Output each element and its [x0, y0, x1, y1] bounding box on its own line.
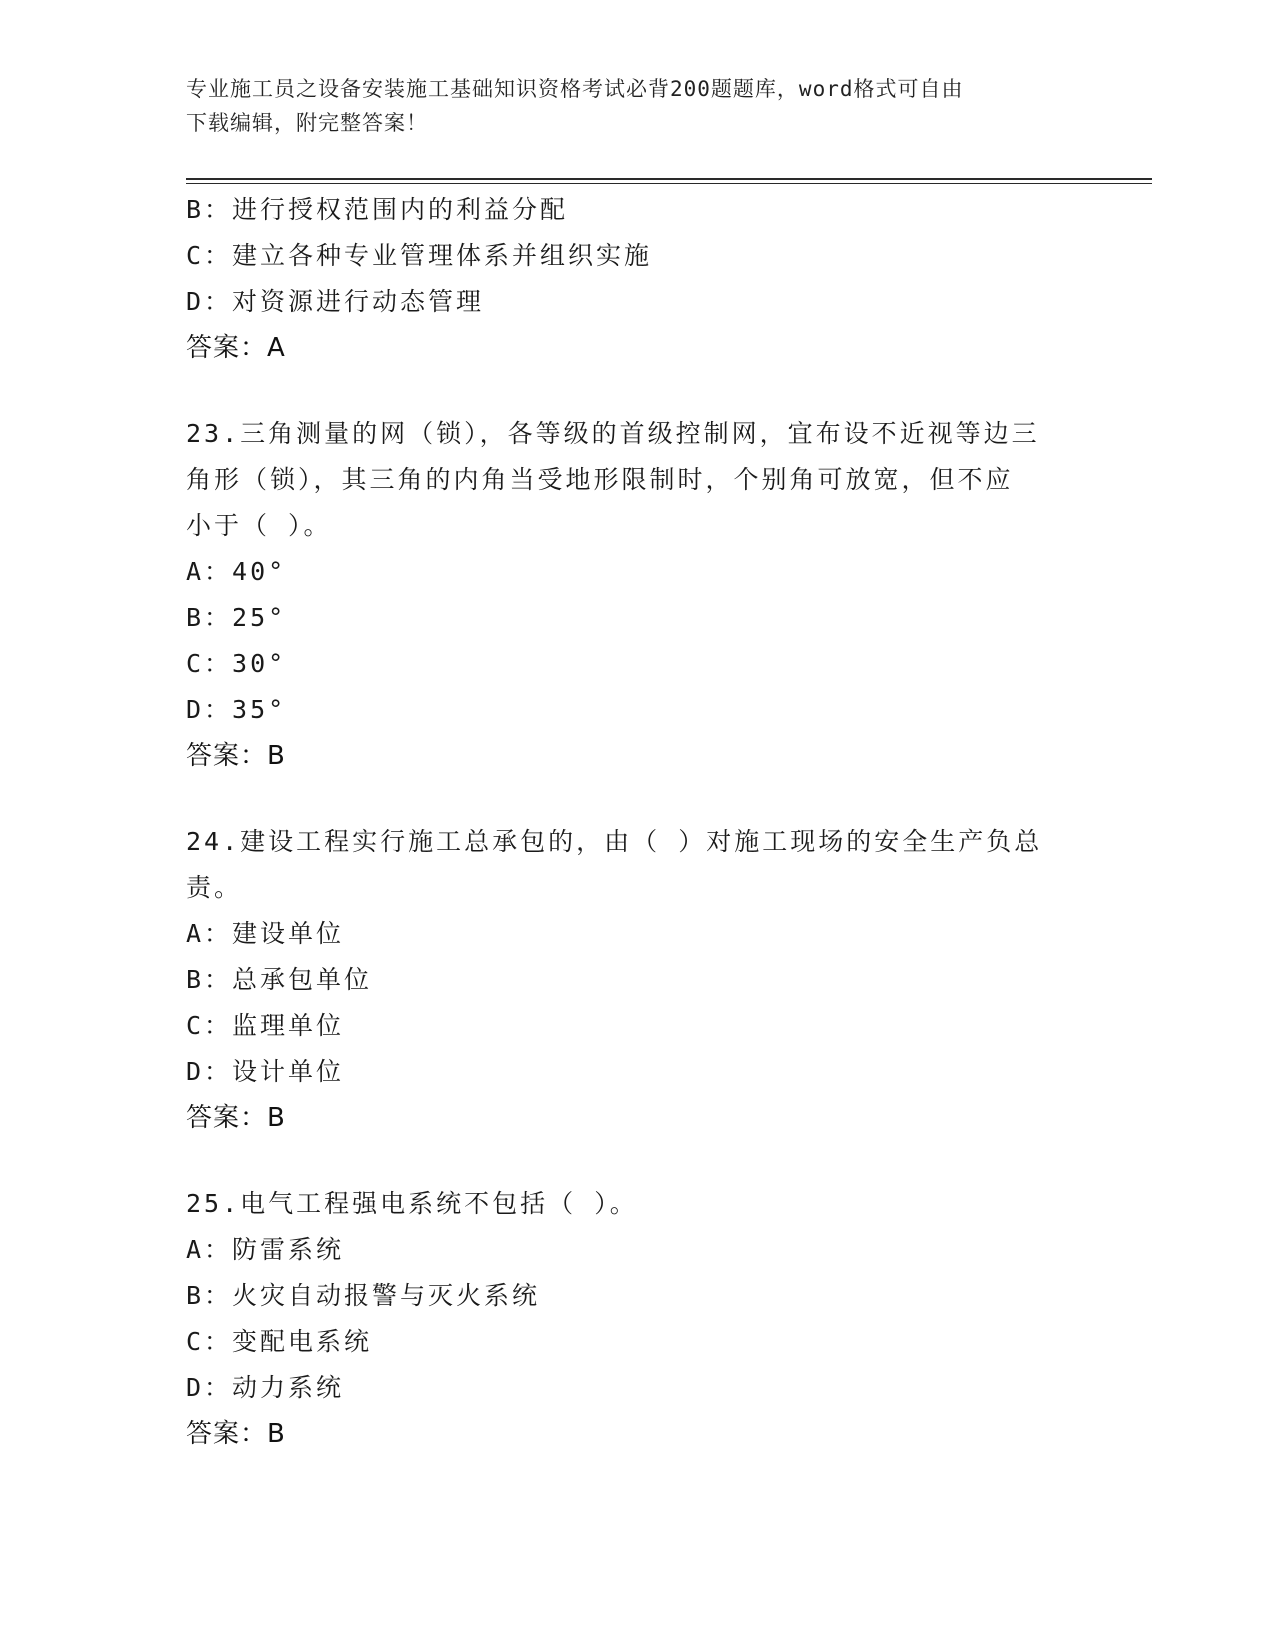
option-a: A：建设单位 — [186, 919, 345, 948]
option-c: C：监理单位 — [186, 1011, 345, 1040]
option-c: C：建立各种专业管理体系并组织实施 — [186, 241, 653, 270]
question-stem-line: 23.三角测量的网（锁），各等级的首级控制网，宜布设不近视等边三 — [186, 419, 1040, 448]
question-22-continued — [186, 187, 1086, 371]
answer: 答案：B — [186, 741, 286, 771]
option-a: A：防雷系统 — [186, 1235, 345, 1264]
option-a: A：40° — [186, 557, 287, 586]
question-25 — [186, 1181, 1086, 1457]
option-c: C：变配电系统 — [186, 1327, 373, 1356]
spacer — [186, 371, 1086, 411]
answer: 答案：B — [186, 1419, 286, 1449]
spacer — [186, 779, 1086, 819]
option-c: C：30° — [186, 649, 287, 678]
question-stem-line: 责。 — [186, 873, 243, 902]
question-list — [186, 187, 1086, 1457]
question-stem-line: 24.建设工程实行施工总承包的，由（ ）对施工现场的安全生产负总 — [186, 827, 1043, 856]
question-23 — [186, 411, 1086, 779]
header-divider-thick — [186, 178, 1152, 180]
option-d: D：35° — [186, 695, 287, 724]
option-b: B：进行授权范围内的利益分配 — [186, 195, 569, 224]
spacer — [186, 1141, 1086, 1181]
header-divider-thin — [186, 183, 1152, 184]
option-d: D：对资源进行动态管理 — [186, 287, 485, 316]
answer: 答案：A — [186, 333, 286, 363]
option-d: D：动力系统 — [186, 1373, 345, 1402]
header-line-1: 专业施工员之设备安装施工基础知识资格考试必背200题题库，word格式可自由 — [186, 77, 964, 101]
question-stem-line: 角形（锁），其三角的内角当受地形限制时，个别角可放宽，但不应 — [186, 465, 1014, 494]
option-b: B：总承包单位 — [186, 965, 373, 994]
document-header — [186, 72, 1066, 140]
option-b: B：25° — [186, 603, 287, 632]
question-24 — [186, 819, 1086, 1141]
answer: 答案：B — [186, 1103, 286, 1133]
question-stem-line: 25.电气工程强电系统不包括（ ）。 — [186, 1189, 638, 1218]
question-stem-line: 小于（ ）。 — [186, 511, 332, 540]
header-line-2: 下载编辑，附完整答案！ — [186, 111, 428, 135]
option-d: D：设计单位 — [186, 1057, 345, 1086]
option-b: B：火灾自动报警与灭火系统 — [186, 1281, 541, 1310]
